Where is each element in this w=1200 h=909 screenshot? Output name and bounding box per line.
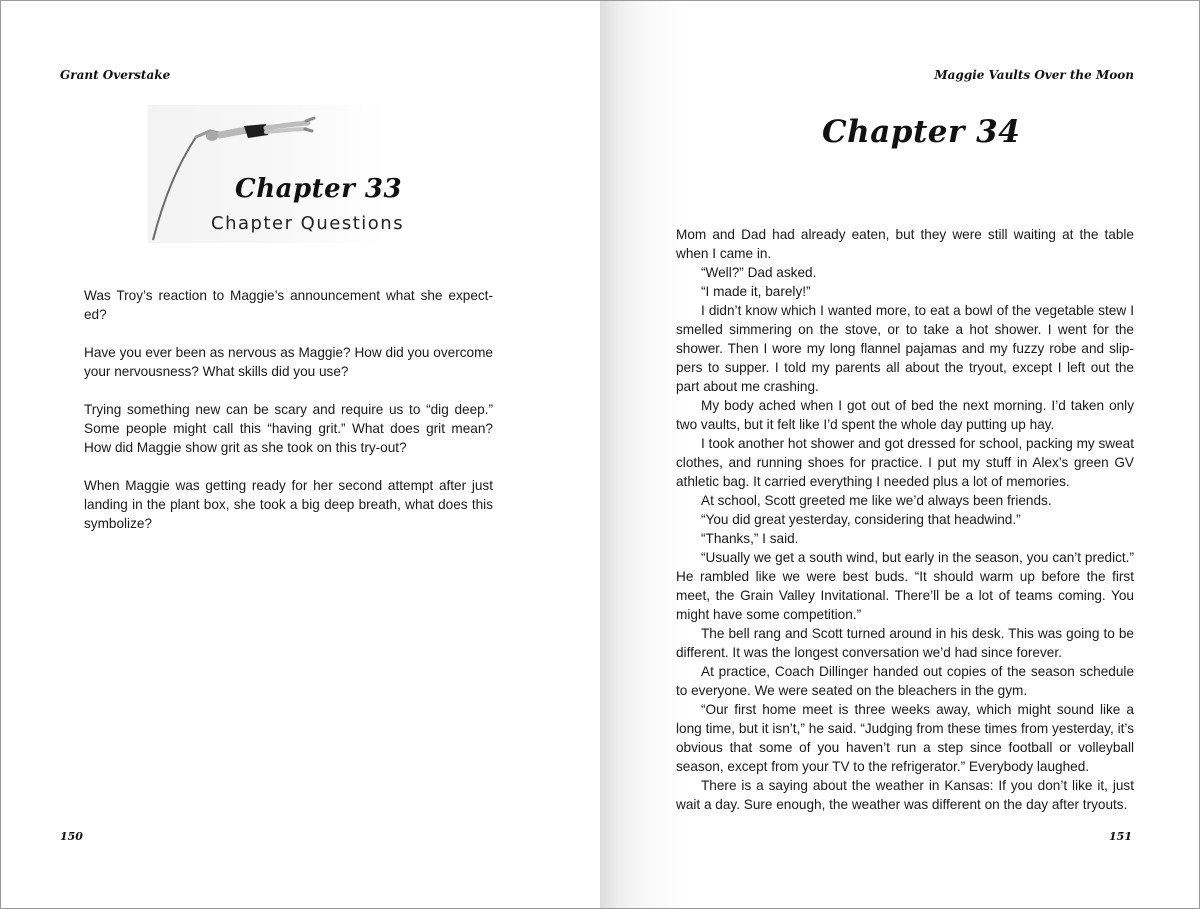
left-running-head: Grant Overstake xyxy=(60,68,171,82)
paragraph: “Our first home meet is three weeks away, which might sound like a long time, but it isn’t,” he said. “Judging from these times from yesterday, it’s obvious that some of you haven’t run a step since football or volleyball season, except from your TV to the refrigerator.” Everybody laughed. xyxy=(676,702,1134,774)
paragraph: “Usually we get a south wind, but early in the season, you can’t predict.” He rambled like we were best buds. “It should warm up before the first meet, the Grain Valley Invitational. There’ll be a lot of teams coming. You might have some competition.” xyxy=(676,550,1134,622)
paragraph: I took another hot shower and got dressed for school, packing my sweat clothes, and running shoes for practice. I put my stuff in Alex’s green GV athletic bag. It carried everything I needed plus a lot of memories. xyxy=(676,436,1134,489)
question-1: Was Troy’s reaction to Maggie’s announcement what she expect-ed? xyxy=(84,288,493,322)
paragraph: I didn’t know which I wanted more, to eat a bowl of the vegetable stew I smelled simmering on the stove, or to take a hot shower. I went for the shower. Then I wore my long flannel pajamas and my fuzzy robe and slip-pers to supper. I told my parents all about the tryout, except I left out the part about me crashing. xyxy=(676,303,1134,394)
left-page-number: 150 xyxy=(60,830,83,843)
question-3: Trying something new can be scary and require us to “dig deep.” Some people might call this “having grit.” What does grit mean? How did Maggie show grit as she took on this try-out? xyxy=(84,402,493,455)
chapter-questions xyxy=(84,286,493,552)
paragraph: There is a saying about the weather in Kansas: If you don’t like it, just wait a day. Sure enough, the weather was different on the day after tryouts. xyxy=(676,778,1134,812)
paragraph: “I made it, barely!” xyxy=(701,284,811,299)
right-page-number: 151 xyxy=(1109,830,1132,843)
chapter-subtitle: Chapter Questions xyxy=(211,213,405,234)
paragraph: At school, Scott greeted me like we’d always been friends. xyxy=(701,493,1052,508)
paragraph: “Thanks,” I said. xyxy=(701,531,799,546)
paragraph: “You did great yesterday, considering that headwind.” xyxy=(701,512,1021,527)
paragraph: “Well?” Dad asked. xyxy=(701,265,817,280)
paragraph: At practice, Coach Dillinger handed out copies of the season schedule to everyone. We were seated on the bleachers in the gym. xyxy=(676,664,1134,698)
paragraph: Mom and Dad had already eaten, but they were still waiting at the table when I came in. xyxy=(676,227,1134,261)
chapter-body-text xyxy=(676,225,1134,814)
right-chapter-title: Chapter 34 xyxy=(822,114,1021,150)
left-chapter-title: Chapter 33 xyxy=(235,174,403,204)
question-2: Have you ever been as nervous as Maggie? How did you overcome your nervousness? What skills did you use? xyxy=(84,345,493,379)
paragraph: My body ached when I got out of bed the next morning. I’d taken only two vaults, but it felt like I’d spent the whole day putting up hay. xyxy=(676,398,1134,432)
paragraph: The bell rang and Scott turned around in his desk. This was going to be different. It was the longest conversation we’d had since forever. xyxy=(676,626,1134,660)
right-running-head: Maggie Vaults Over the Moon xyxy=(934,68,1134,82)
question-4: When Maggie was getting ready for her second attempt after just landing in the plant box, she took a big deep breath, what does this symbolize? xyxy=(84,478,493,531)
